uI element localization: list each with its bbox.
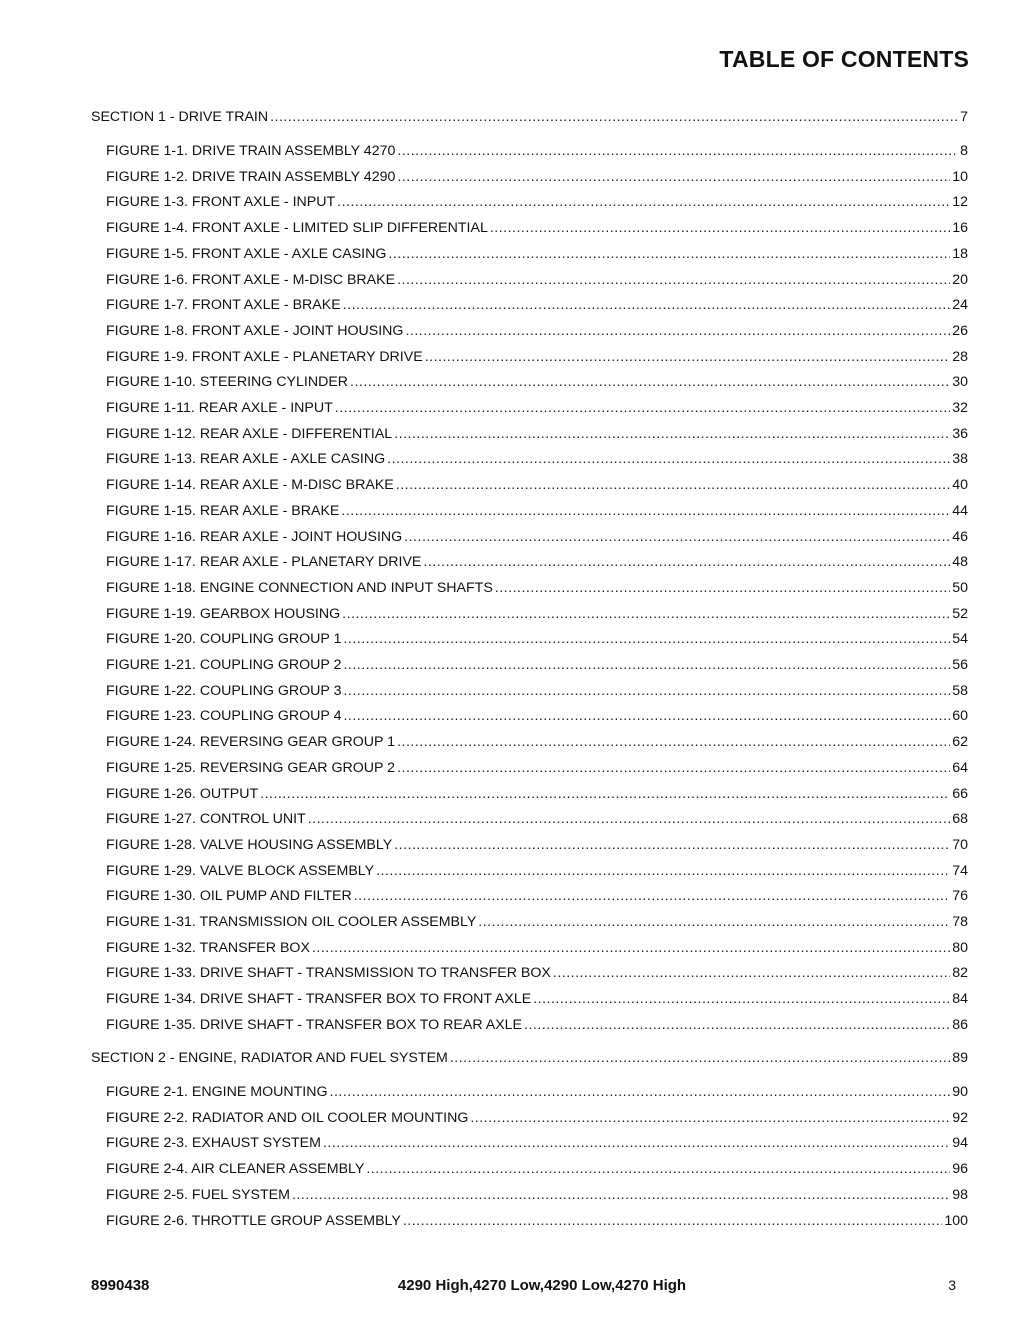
toc-page-number: 94 [952,1135,968,1152]
toc-figure-entry[interactable] [106,1083,968,1101]
toc-page-number: 56 [952,657,968,673]
toc-dot-leader [394,836,950,854]
toc-dot-leader [343,630,950,648]
toc-page-number: 8 [960,143,968,159]
toc-page-number: 46 [952,528,968,545]
toc-section-label: SECTION 2 - ENGINE, RADIATOR AND FUEL SYSTEM [91,1050,448,1066]
toc-dot-leader [403,1212,942,1230]
toc-figure-label: FIGURE 1-11. REAR AXLE - INPUT [106,400,333,416]
toc-dot-leader [533,990,950,1008]
toc-page-number: 100 [944,1212,968,1229]
toc-dot-leader [397,142,958,160]
toc-page-number: 54 [952,631,968,648]
toc-page-number: 12 [952,194,968,211]
footer-page-number: 3 [948,1277,956,1293]
toc-figure-entry[interactable] [106,502,968,520]
toc-page-number: 48 [952,554,968,571]
toc-figure-label: FIGURE 2-4. AIR CLEANER ASSEMBLY [106,1161,365,1178]
toc-dot-leader [337,193,950,211]
toc-page-number: 58 [952,682,968,699]
toc-page-number: 50 [952,579,968,596]
toc-dot-leader [394,425,950,443]
toc-page-number: 86 [952,1016,968,1033]
toc-figure-entry[interactable] [106,348,968,366]
toc-figure-label: FIGURE 1-23. COUPLING GROUP 4 [106,708,342,725]
toc-figure-entry[interactable] [106,630,968,648]
toc-dot-leader [405,322,950,340]
toc-figure-label: FIGURE 1-26. OUTPUT [106,785,259,802]
toc-figure-entry[interactable] [106,836,968,854]
toc-page-number: 78 [952,914,968,930]
toc-figure-label: FIGURE 1-30. OIL PUMP AND FILTER [106,888,352,905]
toc-figure-label: FIGURE 1-32. TRANSFER BOX [106,939,310,956]
toc-figure-entry[interactable] [106,296,968,314]
toc-page-number: 66 [952,785,968,802]
toc-figure-label: FIGURE 1-24. REVERSING GEAR GROUP 1 [106,734,396,751]
toc-section-entry[interactable] [91,1049,968,1067]
toc-figure-entry[interactable] [106,810,968,828]
toc-figure-label: FIGURE 1-19. GEARBOX HOUSING [106,605,341,622]
toc-page-number: 62 [952,734,968,751]
toc-page-number: 96 [952,1161,968,1178]
toc-figure-entry[interactable] [106,193,968,211]
toc-page-number: 28 [952,348,968,365]
toc-page-number: 98 [952,1186,968,1203]
toc-figure-entry[interactable] [106,528,968,546]
footer-models: 4290 High,4270 Low,4290 Low,4270 High [397,1277,687,1294]
toc-page-number: 32 [952,400,968,416]
toc-figure-label: FIGURE 1-4. FRONT AXLE - LIMITED SLIP DIFFERENTIAL [106,220,488,237]
toc-dot-leader [423,553,950,571]
toc-dot-leader [354,887,951,905]
toc-figure-label: FIGURE 1-6. FRONT AXLE - M-DISC BRAKE [106,271,396,288]
toc-figure-label: FIGURE 1-34. DRIVE SHAFT - TRANSFER BOX TO FRONT AXLE [106,991,532,1008]
toc-figure-entry[interactable] [106,271,968,289]
toc-figure-label: FIGURE 2-3. EXHAUST SYSTEM [106,1135,321,1152]
toc-figure-entry[interactable] [106,605,968,623]
toc-page-number: 82 [952,965,968,982]
toc-dot-leader [308,810,951,828]
toc-figure-entry[interactable] [106,1160,968,1178]
toc-dot-leader [343,656,950,674]
toc-dot-leader [366,1160,950,1178]
toc-figure-label: FIGURE 2-5. FUEL SYSTEM [106,1186,290,1203]
toc-page-number: 80 [952,939,968,956]
toc-figure-entry[interactable] [106,476,968,494]
toc-dot-leader [343,682,950,700]
toc-dot-leader [404,528,950,546]
toc-dot-leader [341,502,950,520]
toc-figure-entry[interactable] [106,964,968,982]
toc-dot-leader [396,476,950,494]
toc-figure-entry[interactable] [106,1186,968,1204]
toc-dot-leader [397,271,950,289]
toc-page-number: 64 [952,759,968,776]
toc-page-number: 20 [952,271,968,288]
toc-figure-label: FIGURE 1-9. FRONT AXLE - PLANETARY DRIVE [106,348,423,365]
toc-dot-leader [343,296,951,314]
toc-dot-leader [335,399,950,417]
toc-figure-label: FIGURE 1-1. DRIVE TRAIN ASSEMBLY 4270 [106,143,396,159]
toc-figure-entry[interactable] [106,759,968,777]
toc-figure-entry[interactable] [106,1212,968,1230]
toc-figure-label: FIGURE 1-16. REAR AXLE - JOINT HOUSING [106,528,403,545]
toc-figure-entry[interactable] [106,399,968,417]
toc-page-number: 26 [952,322,968,339]
toc-figure-entry[interactable] [106,682,968,700]
toc-figure-label: FIGURE 2-1. ENGINE MOUNTING [106,1084,328,1100]
toc-dot-leader [388,245,950,263]
toc-page-number: 60 [952,708,968,725]
toc-figure-entry[interactable] [106,939,968,957]
toc-figure-entry[interactable] [106,990,968,1008]
toc-figure-entry[interactable] [106,142,968,160]
toc-figure-label: FIGURE 1-2. DRIVE TRAIN ASSEMBLY 4290 [106,168,396,185]
toc-dot-leader [387,450,950,468]
toc-figure-label: FIGURE 1-25. REVERSING GEAR GROUP 2 [106,759,396,776]
toc-figure-label: FIGURE 1-18. ENGINE CONNECTION AND INPUT SHAFTS [106,579,493,596]
toc-figure-entry[interactable] [106,1134,968,1152]
toc-figure-label: FIGURE 1-22. COUPLING GROUP 3 [106,682,342,699]
toc-page-number: 18 [952,245,968,262]
toc-figure-entry[interactable] [106,245,968,263]
toc-figure-label: FIGURE 1-10. STEERING CYLINDER [106,374,349,391]
toc-figure-label: FIGURE 1-14. REAR AXLE - M-DISC BRAKE [106,477,394,494]
toc-section-label: SECTION 1 - DRIVE TRAIN [91,109,269,125]
toc-figure-entry[interactable] [106,1109,968,1127]
toc-dot-leader [450,1049,950,1067]
toc-page-number: 74 [952,862,968,879]
toc-page-number: 24 [952,297,968,314]
toc-page-number: 70 [952,836,968,853]
toc-figure-entry[interactable] [106,373,968,391]
toc-figure-label: FIGURE 1-5. FRONT AXLE - AXLE CASING [106,245,387,262]
toc-figure-entry[interactable] [106,219,968,237]
toc-figure-label: FIGURE 2-2. RADIATOR AND OIL COOLER MOUNTING [106,1109,469,1126]
toc-figure-label: FIGURE 1-31. TRANSMISSION OIL COOLER ASSEMBLY [106,914,477,930]
toc-dot-leader [397,759,950,777]
toc-figure-entry[interactable] [106,168,968,186]
toc-figure-label: FIGURE 1-15. REAR AXLE - BRAKE [106,502,340,519]
toc-figure-entry[interactable] [106,450,968,468]
page-title: TABLE OF CONTENTS [719,46,969,72]
toc-figure-entry[interactable] [106,733,968,751]
toc-page-number: 7 [960,109,968,125]
toc-dot-leader [323,1134,950,1152]
toc-figure-label: FIGURE 1-28. VALVE HOUSING ASSEMBLY [106,836,393,853]
toc-figure-entry[interactable] [106,1016,968,1034]
toc-figure-entry[interactable] [106,425,968,443]
toc-dot-leader [397,733,950,751]
toc-figure-entry[interactable] [106,707,968,725]
toc-dot-leader [312,939,950,957]
toc-page-number: 16 [952,220,968,237]
page-footer [0,1277,1024,1297]
toc-figure-entry[interactable] [106,322,968,340]
toc-figure-label: FIGURE 1-27. CONTROL UNIT [106,811,306,828]
toc-figure-label: FIGURE 1-3. FRONT AXLE - INPUT [106,194,336,211]
toc-figure-entry[interactable] [106,913,968,931]
toc-dot-leader [470,1109,950,1127]
toc-page-number: 10 [952,168,968,185]
toc-dot-leader [350,373,950,391]
toc-dot-leader [343,707,950,725]
toc-page-number: 44 [952,502,968,519]
toc-dot-leader [260,785,950,803]
toc-dot-leader [292,1186,950,1204]
toc-figure-entry[interactable] [106,785,968,803]
toc-figure-label: FIGURE 1-20. COUPLING GROUP 1 [106,631,342,648]
toc-figure-label: FIGURE 1-12. REAR AXLE - DIFFERENTIAL [106,425,393,442]
toc-figure-label: FIGURE 2-6. THROTTLE GROUP ASSEMBLY [106,1212,401,1229]
toc-dot-leader [330,1083,951,1101]
toc-figure-label: FIGURE 1-21. COUPLING GROUP 2 [106,657,342,673]
toc-page-number: 52 [952,605,968,622]
toc-page-number: 38 [952,451,968,468]
toc-dot-leader [270,108,958,126]
toc-page-number: 76 [952,888,968,905]
toc-page-number: 68 [952,811,968,828]
toc-figure-label: FIGURE 1-35. DRIVE SHAFT - TRANSFER BOX TO REAR AXLE [106,1016,523,1033]
toc-page-number: 30 [952,374,968,391]
footer-part-number: 8990438 [91,1277,150,1294]
toc-dot-leader [478,913,950,931]
toc-page-number: 90 [952,1084,968,1100]
toc-figure-label: FIGURE 1-13. REAR AXLE - AXLE CASING [106,451,386,468]
toc-page-number: 89 [952,1050,968,1066]
toc-figure-entry[interactable] [106,553,968,571]
toc-dot-leader [553,964,950,982]
toc-page-number: 84 [952,991,968,1008]
toc-page-number: 92 [952,1109,968,1126]
toc-dot-leader [376,862,950,880]
toc-figure-label: FIGURE 1-33. DRIVE SHAFT - TRANSMISSION TO TRANSFER BOX [106,965,551,982]
toc-figure-label: FIGURE 1-7. FRONT AXLE - BRAKE [106,297,341,314]
toc-page-number: 36 [952,425,968,442]
toc-dot-leader [495,579,950,597]
toc-dot-leader [524,1016,950,1034]
toc-dot-leader [397,168,950,186]
toc-figure-entry[interactable] [106,862,968,880]
toc-figure-entry[interactable] [106,579,968,597]
toc-dot-leader [342,605,950,623]
toc-figure-entry[interactable] [106,656,968,674]
toc-figure-label: FIGURE 1-17. REAR AXLE - PLANETARY DRIVE [106,554,422,571]
toc-figure-label: FIGURE 1-8. FRONT AXLE - JOINT HOUSING [106,322,404,339]
toc-dot-leader [490,219,950,237]
toc-figure-entry[interactable] [106,887,968,905]
toc-section-entry[interactable] [91,108,968,126]
toc-dot-leader [425,348,951,366]
toc-page-number: 40 [952,477,968,494]
toc-figure-label: FIGURE 1-29. VALVE BLOCK ASSEMBLY [106,862,375,879]
